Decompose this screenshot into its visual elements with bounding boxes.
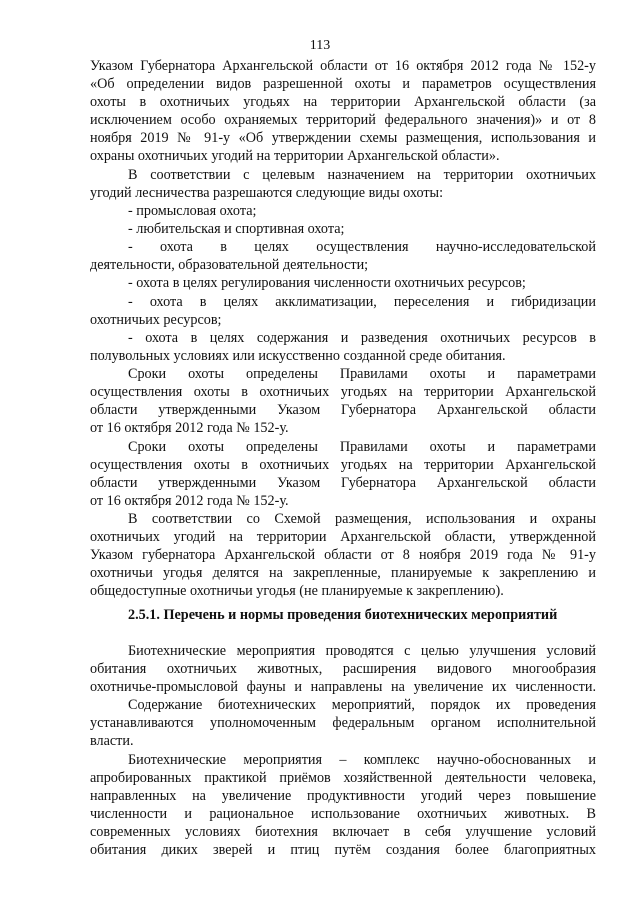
text-line: направленных на увеличение продуктивности угодий через повышение [90,788,596,804]
text-line: области утвержденными Указом Губернатора Архангельской области [90,402,596,418]
text-line: Указом Губернатора Архангельской области от 16 октября 2012 года № 152-у [90,58,596,74]
text-line: деятельности, образовательной деятельности; [90,257,369,273]
text-line: численности и рациональное использование охотничьих животных. В [90,806,596,822]
text-line: Указом губернатора Архангельской области от 8 ноября 2019 года № 91-у [90,547,596,563]
text-line: Биотехнические мероприятия – комплекс научно-обоснованных и [128,752,596,768]
text-line: - охота в целях осуществления научно-исследовательской [128,239,596,255]
text-line: В соответствии со Схемой размещения, использования и охраны [128,511,596,527]
text-line: от 16 октября 2012 года № 152-у. [90,493,289,509]
text-line: Содержание биотехнических мероприятий, порядок их проведения [128,697,596,713]
text-line: общедоступные охотничьи угодья (не планируемые к закреплению). [90,583,504,599]
text-line: - охота в целях регулирования численности охотничьих ресурсов; [128,275,526,291]
text-line: осуществления охоты в охотничьих угодьях на территории Архангельской [90,457,596,473]
text-line: устанавливаются уполномоченным федеральным органом исполнительной [90,715,596,731]
text-line: от 16 октября 2012 года № 152-у. [90,420,289,436]
text-line: области утвержденными Указом Губернатора Архангельской области [90,475,596,491]
text-line: охотничье-промысловой фауны и направлены на увеличение их численности. [90,679,596,695]
text-line: «Об определении видов разрешенной охоты и параметров осуществления [90,76,596,92]
text-line: апробированных практикой приёмов хозяйственной деятельности человека, [90,770,596,786]
text-line: охраны охотничьих угодий на территории Архангельской области». [90,148,500,164]
section-heading: 2.5.1. Перечень и нормы проведения биотехнических мероприятий [128,607,558,623]
text-line: охотничьих ресурсов; [90,312,222,328]
text-line: Биотехнические мероприятия проводятся с целью улучшения условий [128,643,596,659]
text-line: угодий лесничества разрешаются следующие виды охоты: [90,185,444,201]
text-line: - любительская и спортивная охота; [128,221,345,237]
text-line: полувольных условиях или искусственно созданной среде обитания. [90,348,506,364]
text-line: исключением особо охраняемых территорий федерального значения)» и от 8 [90,112,596,128]
text-line: обитания охотничьих животных, расширения видового многообразия [90,661,596,677]
text-line: охоты в охотничьих угодьях на территории Архангельской области (за [90,94,596,110]
text-line: охотничьих угодий на территории Архангельской области, утвержденной [90,529,596,545]
text-line: - промысловая охота; [128,203,257,219]
text-line: Сроки охоты определены Правилами охоты и параметрами [128,366,596,382]
text-line: - охота в целях содержания и разведения охотничьих ресурсов в [128,330,596,346]
text-line: Сроки охоты определены Правилами охоты и параметрами [128,439,596,455]
text-line: осуществления охоты в охотничьих угодьях на территории Архангельской [90,384,596,400]
text-line: власти. [90,733,134,749]
text-line: ноября 2019 № 91-у «Об утверждении схемы размещения, использования и [90,130,596,146]
text-line: охотничьи угодья делятся на закрепленные, планируемые к закреплению и [90,565,596,581]
text-line: В соответствии с целевым назначением на территории охотничьих [128,167,596,183]
text-line: обитания диких зверей и птиц путём создания более благоприятных [90,842,596,858]
text-line: - охота в целях акклиматизации, переселения и гибридизации [128,294,596,310]
page-number: 113 [309,38,331,53]
text-line: современных условиях биотехния включает в себя улучшение условий [90,824,596,840]
